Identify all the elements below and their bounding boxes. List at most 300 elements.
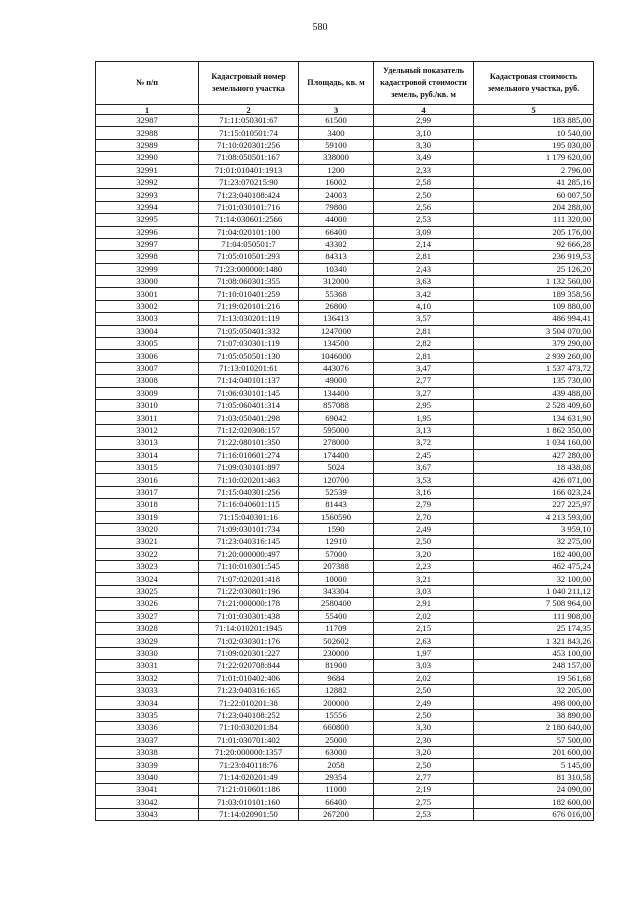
table-row — [96, 499, 594, 511]
specific-value-cell: 2,91 — [374, 598, 474, 610]
specific-value-cell: 3,63 — [374, 276, 474, 288]
cadastral-number-cell: 71:10:010301:545 — [199, 561, 299, 573]
row-number-cell: 32990 — [96, 152, 199, 164]
cadastral-number-cell: 71:14:030601:2566 — [199, 214, 299, 226]
area-cell: 61500 — [299, 115, 374, 127]
specific-value-cell: 3,57 — [374, 313, 474, 325]
specific-value-cell: 3,13 — [374, 424, 474, 436]
row-number-cell: 33029 — [96, 635, 199, 647]
cadastral-value-cell: 3 959,10 — [474, 523, 594, 535]
cadastral-number-cell: 71:15:010501:74 — [199, 127, 299, 139]
cadastral-number-cell: 71:08:060301:355 — [199, 276, 299, 288]
area-cell: 134400 — [299, 387, 374, 399]
cadastral-number-cell: 71:23:040108:252 — [199, 709, 299, 721]
cadastral-number-cell: 71:20:000000:1357 — [199, 746, 299, 758]
area-cell: 55400 — [299, 610, 374, 622]
row-number-cell: 32994 — [96, 201, 199, 213]
specific-value-cell: 2,33 — [374, 164, 474, 176]
specific-value-cell: 3,49 — [374, 152, 474, 164]
row-number-cell: 33041 — [96, 784, 199, 796]
table-row — [96, 313, 594, 325]
row-number-cell: 33030 — [96, 647, 199, 659]
specific-value-cell: 2,81 — [374, 350, 474, 362]
cadastral-number-cell: 71:08:050501:167 — [199, 152, 299, 164]
cadastral-number-cell: 71:14:020901:50 — [199, 808, 299, 820]
table-row — [96, 697, 594, 709]
specific-value-cell: 2,30 — [374, 734, 474, 746]
cadastral-value-cell: 4 213 593,00 — [474, 511, 594, 523]
row-number-cell: 33012 — [96, 424, 199, 436]
row-number-cell: 33000 — [96, 276, 199, 288]
specific-value-cell: 3,03 — [374, 585, 474, 597]
cadastral-value-cell: 248 157,00 — [474, 660, 594, 672]
specific-value-cell: 3,16 — [374, 486, 474, 498]
specific-value-cell: 3,30 — [374, 722, 474, 734]
cadastral-value-cell: 1 132 560,00 — [474, 276, 594, 288]
specific-value-cell: 3,21 — [374, 573, 474, 585]
row-number-cell: 33008 — [96, 375, 199, 387]
specific-value-cell: 2,81 — [374, 325, 474, 337]
area-cell: 44000 — [299, 214, 374, 226]
area-cell: 49000 — [299, 375, 374, 387]
cadastral-value-cell: 1 537 473,72 — [474, 362, 594, 374]
row-number-cell: 32991 — [96, 164, 199, 176]
area-cell: 278000 — [299, 437, 374, 449]
specific-value-cell: 3,09 — [374, 226, 474, 238]
cadastral-number-cell: 71:22:030801:196 — [199, 585, 299, 597]
specific-value-cell: 3,53 — [374, 474, 474, 486]
area-cell: 43302 — [299, 238, 374, 250]
cadastral-value-cell: 189 358,56 — [474, 288, 594, 300]
area-cell: 200000 — [299, 697, 374, 709]
table-row — [96, 610, 594, 622]
specific-value-cell: 2,49 — [374, 523, 474, 535]
area-cell: 55368 — [299, 288, 374, 300]
column-number: 3 — [299, 105, 374, 115]
table-row — [96, 362, 594, 374]
table-row — [96, 176, 594, 188]
specific-value-cell: 3,03 — [374, 660, 474, 672]
area-cell: 1590 — [299, 523, 374, 535]
specific-value-cell: 1,97 — [374, 647, 474, 659]
table-row — [96, 387, 594, 399]
table-row — [96, 288, 594, 300]
table-row — [96, 474, 594, 486]
row-number-cell: 33025 — [96, 585, 199, 597]
cadastral-number-cell: 71:15:040301:16 — [199, 511, 299, 523]
specific-value-cell: 2,15 — [374, 623, 474, 635]
cadastral-value-cell: 81 310,58 — [474, 771, 594, 783]
cadastral-number-cell: 71:09:020301:227 — [199, 647, 299, 659]
specific-value-cell: 2,82 — [374, 338, 474, 350]
cadastral-number-cell: 71:07:020201:418 — [199, 573, 299, 585]
table-row — [96, 399, 594, 411]
table-row — [96, 437, 594, 449]
row-number-cell: 33026 — [96, 598, 199, 610]
row-number-cell: 33043 — [96, 808, 199, 820]
area-cell: 120700 — [299, 474, 374, 486]
header-cadastral-value: Кадастровая стоимость земельного участка, руб. — [474, 62, 594, 105]
cadastral-value-cell: 25 174,35 — [474, 623, 594, 635]
row-number-cell: 32988 — [96, 127, 199, 139]
area-cell: 595000 — [299, 424, 374, 436]
cadastral-number-cell: 71:01:030701:402 — [199, 734, 299, 746]
specific-value-cell: 4,10 — [374, 300, 474, 312]
row-number-cell: 33036 — [96, 722, 199, 734]
cadastral-number-cell: 71:10:010401:259 — [199, 288, 299, 300]
cadastral-value-cell: 109 880,00 — [474, 300, 594, 312]
cadastral-value-cell: 111 320,00 — [474, 214, 594, 226]
row-number-cell: 33033 — [96, 684, 199, 696]
cadastral-value-cell: 3 504 070,00 — [474, 325, 594, 337]
header-row — [96, 62, 594, 105]
cadastral-value-cell: 1 179 620,00 — [474, 152, 594, 164]
cadastral-value-cell: 19 561,68 — [474, 672, 594, 684]
cadastral-value-cell: 2 180 640,00 — [474, 722, 594, 734]
area-cell: 338000 — [299, 152, 374, 164]
cadastral-number-cell: 71:09:030101:734 — [199, 523, 299, 535]
cadastral-number-cell: 71:04:020101:100 — [199, 226, 299, 238]
column-number: 2 — [199, 105, 299, 115]
cadastral-value-cell: 24 090,00 — [474, 784, 594, 796]
area-cell: 2580400 — [299, 598, 374, 610]
specific-value-cell: 2,02 — [374, 672, 474, 684]
cadastral-value-cell: 18 438,08 — [474, 461, 594, 473]
specific-value-cell: 3,30 — [374, 139, 474, 151]
column-numbers-row — [96, 105, 594, 115]
cadastral-number-cell: 71:03:050401:298 — [199, 412, 299, 424]
cadastral-number-cell: 71:15:040301:256 — [199, 486, 299, 498]
cadastral-number-cell: 71:16:040601:115 — [199, 499, 299, 511]
table-row — [96, 734, 594, 746]
table-row — [96, 300, 594, 312]
row-number-cell: 33039 — [96, 759, 199, 771]
cadastral-value-cell: 462 475,24 — [474, 561, 594, 573]
cadastral-value-cell: 5 145,00 — [474, 759, 594, 771]
table-row — [96, 139, 594, 151]
table-row — [96, 214, 594, 226]
row-number-cell: 33015 — [96, 461, 199, 473]
specific-value-cell: 2,81 — [374, 251, 474, 263]
header-cadastral-number: Кадастровый номер земельного участка — [199, 62, 299, 105]
cadastral-value-cell: 183 885,00 — [474, 115, 594, 127]
area-cell: 1247000 — [299, 325, 374, 337]
cadastral-value-cell: 60 007,50 — [474, 189, 594, 201]
cadastral-number-cell: 71:13:010201:61 — [199, 362, 299, 374]
area-cell: 134500 — [299, 338, 374, 350]
specific-value-cell: 2,56 — [374, 201, 474, 213]
cadastral-number-cell: 71:19:020101:216 — [199, 300, 299, 312]
specific-value-cell: 2,50 — [374, 536, 474, 548]
row-number-cell: 33021 — [96, 536, 199, 548]
cadastral-number-cell: 71:09:030101:897 — [199, 461, 299, 473]
cadastral-value-cell: 166 023,24 — [474, 486, 594, 498]
row-number-cell: 32995 — [96, 214, 199, 226]
row-number-cell: 33004 — [96, 325, 199, 337]
table-row — [96, 771, 594, 783]
area-cell: 9684 — [299, 672, 374, 684]
cadastral-number-cell: 71:23:070215:90 — [199, 176, 299, 188]
table-row — [96, 548, 594, 560]
cadastral-number-cell: 71:12:020308:157 — [199, 424, 299, 436]
row-number-cell: 33037 — [96, 734, 199, 746]
cadastral-number-cell: 71:10:030201:84 — [199, 722, 299, 734]
cadastral-value-cell: 2 796,00 — [474, 164, 594, 176]
area-cell: 25000 — [299, 734, 374, 746]
page-number: 580 — [312, 22, 328, 33]
cadastral-number-cell: 71:01:030301:438 — [199, 610, 299, 622]
cadastral-number-cell: 71:16:010601:274 — [199, 449, 299, 461]
specific-value-cell: 3,47 — [374, 362, 474, 374]
table-row — [96, 412, 594, 424]
area-cell: 857088 — [299, 399, 374, 411]
cadastral-value-cell: 195 030,00 — [474, 139, 594, 151]
row-number-cell: 32992 — [96, 176, 199, 188]
cadastral-number-cell: 71:14:020201:49 — [199, 771, 299, 783]
specific-value-cell: 2,99 — [374, 115, 474, 127]
table-row — [96, 536, 594, 548]
table-row — [96, 759, 594, 771]
row-number-cell: 32987 — [96, 115, 199, 127]
row-number-cell: 32989 — [96, 139, 199, 151]
row-number-cell: 33013 — [96, 437, 199, 449]
specific-value-cell: 2,95 — [374, 399, 474, 411]
area-cell: 11709 — [299, 623, 374, 635]
area-cell: 66400 — [299, 796, 374, 808]
table-row — [96, 660, 594, 672]
table-row — [96, 635, 594, 647]
row-number-cell: 33018 — [96, 499, 199, 511]
table-row — [96, 189, 594, 201]
table-row — [96, 276, 594, 288]
row-number-cell: 33027 — [96, 610, 199, 622]
cadastral-number-cell: 71:14:040101:137 — [199, 375, 299, 387]
area-cell: 57000 — [299, 548, 374, 560]
specific-value-cell: 2,53 — [374, 214, 474, 226]
specific-value-cell: 2,23 — [374, 561, 474, 573]
cadastral-value-cell: 10 540,00 — [474, 127, 594, 139]
table-row — [96, 238, 594, 250]
area-cell: 66400 — [299, 226, 374, 238]
cadastral-number-cell: 71:21:010601:186 — [199, 784, 299, 796]
specific-value-cell: 2,49 — [374, 697, 474, 709]
cadastral-value-cell: 676 016,00 — [474, 808, 594, 820]
cadastral-number-cell: 71:21:000000:178 — [199, 598, 299, 610]
area-cell: 443076 — [299, 362, 374, 374]
area-cell: 81443 — [299, 499, 374, 511]
cadastral-number-cell: 71:01:010401:1913 — [199, 164, 299, 176]
row-number-cell: 33032 — [96, 672, 199, 684]
specific-value-cell: 2,43 — [374, 263, 474, 275]
row-number-cell: 33035 — [96, 709, 199, 721]
area-cell: 79800 — [299, 201, 374, 213]
area-cell: 1046000 — [299, 350, 374, 362]
table-row — [96, 424, 594, 436]
row-number-cell: 32999 — [96, 263, 199, 275]
specific-value-cell: 3,67 — [374, 461, 474, 473]
area-cell: 207388 — [299, 561, 374, 573]
cadastral-number-cell: 71:05:060401:314 — [199, 399, 299, 411]
specific-value-cell: 2,53 — [374, 808, 474, 820]
cadastral-value-cell: 134 631,90 — [474, 412, 594, 424]
cadastral-number-cell: 71:11:050301:67 — [199, 115, 299, 127]
cadastral-value-cell: 7 508 964,00 — [474, 598, 594, 610]
area-cell: 12882 — [299, 684, 374, 696]
table-row — [96, 796, 594, 808]
table-row — [96, 511, 594, 523]
table-row — [96, 486, 594, 498]
row-number-cell: 33031 — [96, 660, 199, 672]
area-cell: 1200 — [299, 164, 374, 176]
area-cell: 502602 — [299, 635, 374, 647]
cadastral-value-cell: 1 040 211,12 — [474, 585, 594, 597]
row-number-cell: 33020 — [96, 523, 199, 535]
row-number-cell: 33024 — [96, 573, 199, 585]
specific-value-cell: 2,70 — [374, 511, 474, 523]
header-area: Площадь, кв. м — [299, 62, 374, 105]
table-row — [96, 461, 594, 473]
area-cell: 3400 — [299, 127, 374, 139]
row-number-cell: 33011 — [96, 412, 199, 424]
cadastral-number-cell: 71:01:010402:406 — [199, 672, 299, 684]
specific-value-cell: 2,02 — [374, 610, 474, 622]
cadastral-value-cell: 1 321 843,26 — [474, 635, 594, 647]
cadastral-value-cell: 32 275,00 — [474, 536, 594, 548]
table-row — [96, 325, 594, 337]
row-number-cell: 33028 — [96, 623, 199, 635]
specific-value-cell: 3,72 — [374, 437, 474, 449]
cadastral-value-cell: 2 939 260,00 — [474, 350, 594, 362]
cadastral-value-cell: 135 730,00 — [474, 375, 594, 387]
specific-value-cell: 2,79 — [374, 499, 474, 511]
area-cell: 5024 — [299, 461, 374, 473]
row-number-cell: 33038 — [96, 746, 199, 758]
cadastral-number-cell: 71:23:040316:145 — [199, 536, 299, 548]
row-number-cell: 33010 — [96, 399, 199, 411]
table-row — [96, 684, 594, 696]
table-row — [96, 647, 594, 659]
cadastral-value-cell: 57 500,00 — [474, 734, 594, 746]
cadastral-value-cell: 227 225,97 — [474, 499, 594, 511]
table-row — [96, 709, 594, 721]
specific-value-cell: 2,63 — [374, 635, 474, 647]
table-row — [96, 201, 594, 213]
cadastral-value-cell: 426 071,00 — [474, 474, 594, 486]
row-number-cell: 33014 — [96, 449, 199, 461]
cadastral-value-cell: 498 000,00 — [474, 697, 594, 709]
cadastral-value-cell: 111 908,00 — [474, 610, 594, 622]
cadastral-number-cell: 71:23:000000:1480 — [199, 263, 299, 275]
cadastral-number-cell: 71:22:080101:350 — [199, 437, 299, 449]
area-cell: 15556 — [299, 709, 374, 721]
cadastral-number-cell: 71:05:050501:130 — [199, 350, 299, 362]
table-row — [96, 350, 594, 362]
cadastral-table — [95, 61, 594, 821]
cadastral-number-cell: 71:23:040316:165 — [199, 684, 299, 696]
table-row — [96, 573, 594, 585]
row-number-cell: 32997 — [96, 238, 199, 250]
table-row — [96, 375, 594, 387]
table-row — [96, 338, 594, 350]
cadastral-number-cell: 71:03:010101:160 — [199, 796, 299, 808]
area-cell: 11000 — [299, 784, 374, 796]
row-number-cell: 32998 — [96, 251, 199, 263]
area-cell: 343304 — [299, 585, 374, 597]
table-row — [96, 152, 594, 164]
cadastral-value-cell: 201 600,00 — [474, 746, 594, 758]
table-row — [96, 585, 594, 597]
cadastral-number-cell: 71:10:020201:463 — [199, 474, 299, 486]
area-cell: 69042 — [299, 412, 374, 424]
table-row — [96, 115, 594, 127]
row-number-cell: 32993 — [96, 189, 199, 201]
area-cell: 136413 — [299, 313, 374, 325]
area-cell: 660800 — [299, 722, 374, 734]
cadastral-number-cell: 71:23:040108:424 — [199, 189, 299, 201]
table-row — [96, 226, 594, 238]
row-number-cell: 33002 — [96, 300, 199, 312]
area-cell: 63000 — [299, 746, 374, 758]
row-number-cell: 33042 — [96, 796, 199, 808]
specific-value-cell: 2,77 — [374, 771, 474, 783]
specific-value-cell: 3,20 — [374, 548, 474, 560]
table-row — [96, 523, 594, 535]
cadastral-number-cell: 71:10:020301:256 — [199, 139, 299, 151]
specific-value-cell: 2,77 — [374, 375, 474, 387]
specific-value-cell: 2,50 — [374, 189, 474, 201]
area-cell: 81900 — [299, 660, 374, 672]
row-number-cell: 33017 — [96, 486, 199, 498]
row-number-cell: 32996 — [96, 226, 199, 238]
cadastral-number-cell: 71:02:030301:176 — [199, 635, 299, 647]
table-row — [96, 623, 594, 635]
cadastral-value-cell: 41 285,16 — [474, 176, 594, 188]
area-cell: 59100 — [299, 139, 374, 151]
cadastral-value-cell: 92 666,28 — [474, 238, 594, 250]
header-specific-value: Удельный показатель кадастровой стоимости земель, руб./кв. м — [374, 62, 474, 105]
specific-value-cell: 3,20 — [374, 746, 474, 758]
row-number-cell: 33022 — [96, 548, 199, 560]
table-row — [96, 263, 594, 275]
area-cell: 16002 — [299, 176, 374, 188]
area-cell: 52539 — [299, 486, 374, 498]
table-row — [96, 672, 594, 684]
table-row — [96, 449, 594, 461]
cadastral-value-cell: 204 288,00 — [474, 201, 594, 213]
area-cell: 26800 — [299, 300, 374, 312]
cadastral-value-cell: 379 290,00 — [474, 338, 594, 350]
cadastral-value-cell: 1 034 160,00 — [474, 437, 594, 449]
specific-value-cell: 3,27 — [374, 387, 474, 399]
column-number: 5 — [474, 105, 594, 115]
specific-value-cell: 2,50 — [374, 759, 474, 771]
area-cell: 267200 — [299, 808, 374, 820]
cadastral-number-cell: 71:22:010201:38 — [199, 697, 299, 709]
column-number: 1 — [96, 105, 199, 115]
specific-value-cell: 2,14 — [374, 238, 474, 250]
specific-value-cell: 2,50 — [374, 684, 474, 696]
cadastral-value-cell: 32 100,00 — [474, 573, 594, 585]
table-row — [96, 251, 594, 263]
table-row — [96, 598, 594, 610]
row-number-cell: 33003 — [96, 313, 199, 325]
cadastral-number-cell: 71:14:010201:1945 — [199, 623, 299, 635]
cadastral-value-cell: 182 600,00 — [474, 796, 594, 808]
table-row — [96, 127, 594, 139]
cadastral-value-cell: 205 176,00 — [474, 226, 594, 238]
area-cell: 10000 — [299, 573, 374, 585]
column-number: 4 — [374, 105, 474, 115]
